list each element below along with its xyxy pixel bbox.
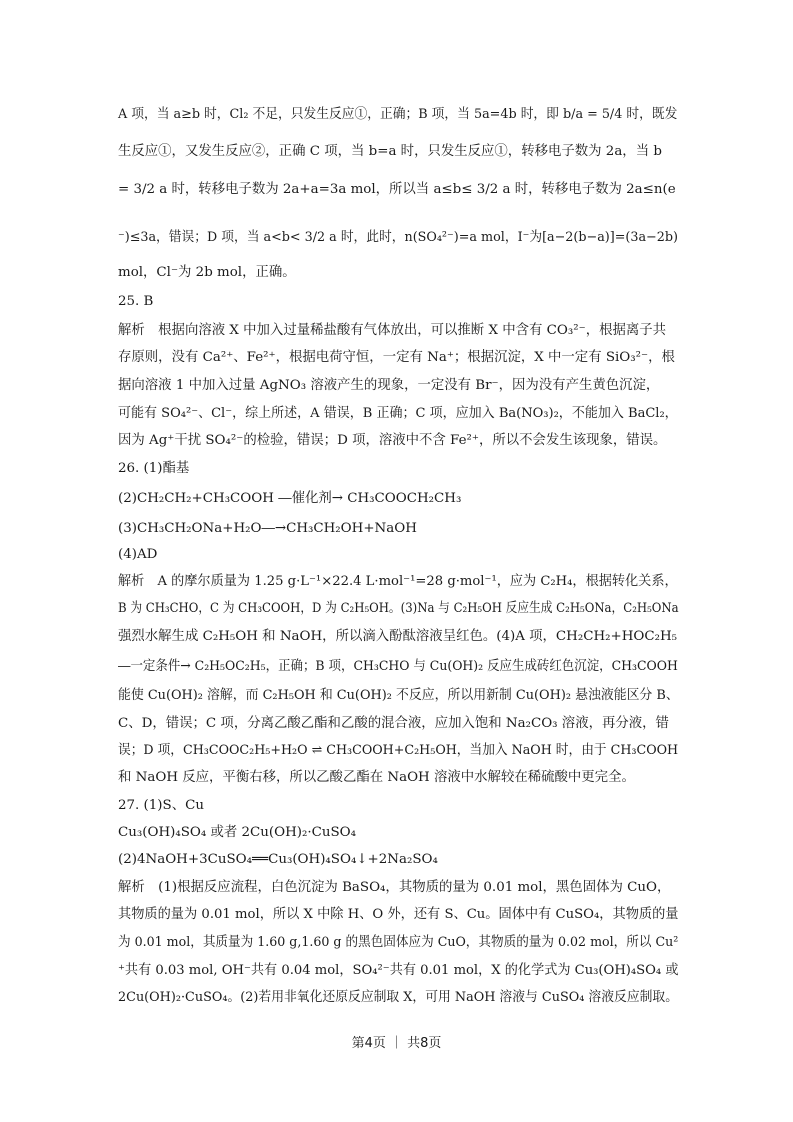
text-line: = 3/2 a 时，转移电子数为 2a+a=3a mol，所以当 a≤b≤ 3/2 a 时，转移电子数为 2a≤n(e	[118, 182, 676, 197]
text-line: 误；D 项，CH₃COOC₂H₅+H₂O ⇌ CH₃COOH+C₂H₅OH，当加入 NaOH 时，由于 CH₃COOH	[118, 743, 679, 758]
text-line: 为 0.01 mol，其质量为 1.60 g,1.60 g 的黑色固体应为 CuO，其物质的量为 0.02 mol，所以 Cu²	[118, 935, 679, 950]
text-line: (4)AD	[118, 547, 158, 562]
text-line: 解析 A 的摩尔质量为 1.25 g·L⁻¹×22.4 L·mol⁻¹=28 g·mol⁻¹，应为 C₂H₄，根据转化关系，	[118, 574, 678, 589]
page-footer: 第4页 ｜ 共8页	[351, 1036, 442, 1051]
text-line: 可能有 SO₄²⁻、Cl⁻，综上所述，A 错误，B 正确；C 项，应加入 Ba(NO₃)₂，不能加入 BaCl₂，	[118, 406, 678, 421]
question-number: 26. (1)酯基	[118, 461, 190, 476]
text-line: Cu₃(OH)₄SO₄ 或者 2Cu(OH)₂·CuSO₄	[118, 825, 357, 840]
text-line: 解析 (1)根据反应流程，白色沉淀为 BaSO₄，其物质的量为 0.01 mol，黑色固体为 CuO，	[118, 880, 671, 895]
text-line: 能使 Cu(OH)₂ 溶解，而 C₂H₅OH 和 Cu(OH)₂ 不反应，所以用新制 Cu(OH)₂ 悬浊液能区分 B、	[118, 688, 679, 703]
text-line: 存原则，没有 Ca²⁺、Fe²⁺，根据电荷守恒，一定有 Na⁺；根据沉淀，X 中一定有 SiO₃²⁻，根	[118, 350, 675, 365]
text-line: 和 NaOH 反应，平衡右移，所以乙酸乙酯在 NaOH 溶液中水解较在稀硫酸中更完全。	[118, 770, 635, 785]
equation-line: (2)4NaOH+3CuSO₄══Cu₃(OH)₄SO₄↓+2Na₂SO₄	[118, 852, 438, 867]
text-line: 其物质的量为 0.01 mol，所以 X 中除 H、O 外，还有 S、Cu。固体中有 CuSO₄，其物质的量	[118, 907, 679, 922]
text-line: ⁻)≤3a，错误；D 项，当 a<b< 3/2 a 时，此时，n(SO₄²⁻)=a mol，I⁻为[a−2(b−a)]=(3a−2b)	[118, 230, 678, 245]
text-line: ⁺共有 0.03 mol, OH⁻共有 0.04 mol，SO₄²⁻共有 0.01 mol，X 的化学式为 Cu₃(OH)₄SO₄ 或	[118, 963, 679, 978]
text-line: C、D，错误；C 项，分离乙酸乙酯和乙酸的混合液，应加入饱和 Na₂CO₃ 溶液，再分液，错	[118, 716, 669, 731]
text-line: ―一定条件→ C₂H₅OC₂H₅，正确；B 项，CH₃CHO 与 Cu(OH)₂ 反应生成砖红色沉淀，CH₃COOH	[118, 659, 678, 674]
text-line: 2Cu(OH)₂·CuSO₄。(2)若用非氧化还原反应制取 X，可用 NaOH 溶液与 CuSO₄ 溶液反应制取。	[118, 990, 679, 1005]
text-line: A 项，当 a≥b 时，Cl₂ 不足，只发生反应①，正确；B 项，当 5a=4b 时，即 b/a = 5/4 时，既发	[118, 107, 678, 122]
text-line: 强烈水解生成 C₂H₅OH 和 NaOH，所以滴入酚酞溶液呈红色。(4)A 项，CH₂CH₂+HOC₂H₅	[118, 629, 678, 644]
text-line: 生反应①，又发生反应②，正确 C 项，当 b=a 时，只发生反应①，转移电子数为 2a，当 b	[118, 144, 662, 159]
question-number: 27. (1)S、Cu	[118, 798, 204, 813]
question-number: 25. B	[118, 294, 154, 309]
text-line: 因为 Ag⁺干扰 SO₄²⁻的检验，错误；D 项，溶液中不含 Fe²⁺，所以不会发生该现象，错误。	[118, 433, 667, 448]
text-line: 据向溶液 1 中加入过量 AgNO₃ 溶液产生的现象，一定没有 Br⁻，因为没有产生黄色沉淀，	[118, 378, 660, 393]
text-line: mol，Cl⁻为 2b mol，正确。	[118, 265, 296, 280]
text-line: 解析 根据向溶液 X 中加入过量稀盐酸有气体放出，可以推断 X 中含有 CO₃²⁻，根据离子共	[118, 323, 667, 338]
text-line: B 为 CH₃CHO，C 为 CH₃COOH，D 为 C₂H₅OH。(3)Na 与 C₂H₅OH 反应生成 C₂H₅ONa，C₂H₅ONa	[118, 601, 679, 616]
equation-line: (2)CH₂CH₂+CH₃COOH ―催化剂→ CH₃COOCH₂CH₃	[118, 491, 462, 506]
equation-line: (3)CH₃CH₂ONa+H₂O―→CH₃CH₂OH+NaOH	[118, 521, 417, 536]
